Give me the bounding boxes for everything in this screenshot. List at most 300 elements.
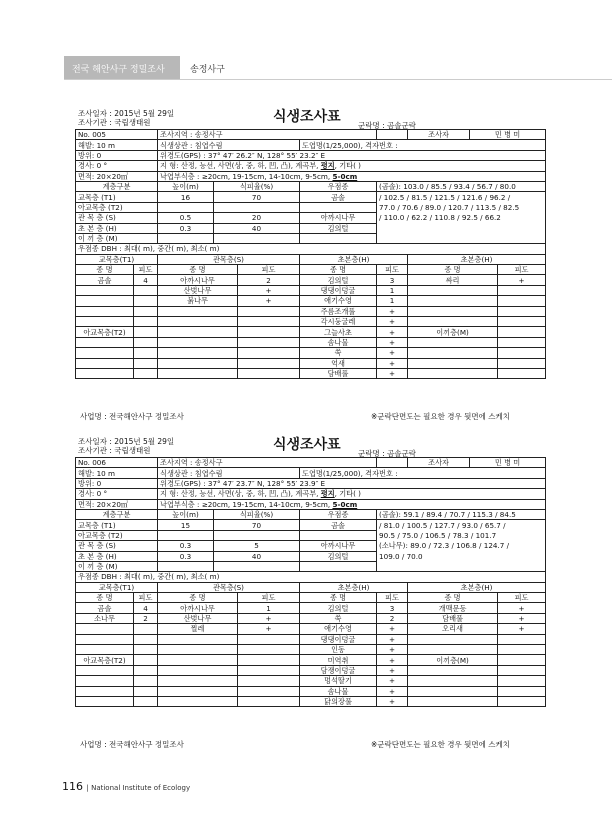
stratum-height: 0.3 xyxy=(158,541,214,551)
survey-agency: 조사기관 : 국립생태원 xyxy=(78,118,151,127)
species-cover xyxy=(238,348,300,358)
species-cover xyxy=(498,634,546,644)
column-header: 종 명 xyxy=(408,265,498,275)
species-cover: + xyxy=(377,358,408,368)
species-cover: + xyxy=(498,624,546,634)
species-cover: 2 xyxy=(377,613,408,623)
species-cover xyxy=(134,634,158,644)
stratum-height xyxy=(158,530,214,540)
strata-header: 계층구분 xyxy=(76,181,158,191)
strata-header: 우점종 xyxy=(300,181,377,191)
species-name: 멍석딸기 xyxy=(300,676,377,686)
table-row xyxy=(76,275,546,285)
strata-header: 우점종 xyxy=(300,509,377,519)
strata-header: 식피율(%) xyxy=(214,181,300,191)
dbh-notes: 77.0 / 70.6 / 89.0 / 120.7 / 113.5 / 82.5 xyxy=(377,202,546,212)
species-name: 각시둥굴레 xyxy=(300,317,377,327)
species-cover xyxy=(498,296,546,306)
column-header: 종 명 xyxy=(158,265,238,275)
species-name: 그늘사초 xyxy=(300,327,377,337)
species-cover xyxy=(498,327,546,337)
species-cover xyxy=(238,696,300,706)
species-cover xyxy=(498,358,546,368)
stratum-name: 교목층 (T1) xyxy=(76,520,158,530)
species-cover: + xyxy=(377,317,408,327)
litter-layer xyxy=(158,171,546,181)
table-row xyxy=(76,296,546,306)
dbh-notes: / 110.0 / 62.2 / 110.8 / 92.5 / 66.2 xyxy=(377,213,546,223)
species-name: 개맥문동 xyxy=(408,603,498,613)
species-name xyxy=(408,696,498,706)
stratum-dominant xyxy=(300,561,377,571)
stratum-height: 0.3 xyxy=(158,551,214,561)
species-cover: 2 xyxy=(238,275,300,285)
column-header: 종 명 xyxy=(76,265,134,275)
stratum-name: 아교목층 (T2) xyxy=(76,530,158,540)
dbh-notes: (곰솔): 59.1 / 89.4 / 70.7 / 115.3 / 84.5 xyxy=(377,509,546,519)
stratum-dominant: 아까시나무 xyxy=(300,541,377,551)
species-name: 아교목층(T2) xyxy=(76,655,134,665)
dbh-notes xyxy=(377,223,546,233)
species-name xyxy=(76,296,134,306)
species-cover xyxy=(498,348,546,358)
stratum-height: 0.5 xyxy=(158,213,214,223)
column-header: 피도 xyxy=(134,265,158,275)
stratum-name: 관 목 층 (S) xyxy=(76,213,158,223)
stratum-height xyxy=(158,202,214,212)
species-header-row xyxy=(76,265,546,275)
table-row xyxy=(76,696,546,706)
terrain-text: , 기타( ) xyxy=(334,489,361,499)
species-cover xyxy=(134,358,158,368)
species-name xyxy=(158,368,238,378)
species-cover: + xyxy=(377,368,408,378)
survey-agency: 조사기관 : 국립생태원 xyxy=(78,446,151,455)
litter-selected: 5-0cm xyxy=(332,171,358,181)
plot-number: No. 005 xyxy=(76,130,158,140)
stratum-name: 이 끼 층 (M) xyxy=(76,233,158,243)
species-name xyxy=(158,634,238,644)
table-row xyxy=(76,645,546,655)
species-cover: + xyxy=(377,337,408,347)
species-cover: + xyxy=(377,676,408,686)
header-rule xyxy=(64,79,612,80)
species-name xyxy=(408,306,498,316)
species-name xyxy=(158,655,238,665)
species-cover xyxy=(498,655,546,665)
species-cover: + xyxy=(377,624,408,634)
species-name: 아까시나무 xyxy=(158,275,238,285)
column-header: 종 명 xyxy=(300,265,377,275)
species-cover: 4 xyxy=(134,603,158,613)
species-cover xyxy=(134,686,158,696)
layer-header: 초본층(H) xyxy=(300,582,408,592)
stratum-cover xyxy=(214,561,300,571)
stratum-height: 0.3 xyxy=(158,223,214,233)
species-cover xyxy=(498,285,546,295)
species-name xyxy=(76,306,134,316)
species-name xyxy=(76,696,134,706)
species-cover: 3 xyxy=(377,275,408,285)
column-header: 종 명 xyxy=(300,593,377,603)
surveyor-label: 조사자 xyxy=(408,130,470,140)
table-row xyxy=(76,665,546,675)
species-cover xyxy=(134,676,158,686)
section-subtitle: 송정사구 xyxy=(190,65,225,75)
species-name: 주름조개풀 xyxy=(300,306,377,316)
species-cover: + xyxy=(238,285,300,295)
table-cell xyxy=(377,458,408,468)
table-row xyxy=(76,686,546,696)
species-cover: 2 xyxy=(134,613,158,623)
section-tag xyxy=(64,56,180,80)
terrain-selected: 평지 xyxy=(320,161,335,171)
species-name: 담배풀 xyxy=(300,368,377,378)
species-name xyxy=(76,317,134,327)
species-name: 곰솔 xyxy=(76,603,134,613)
map-sheet: 도엽명(1/25,000), 격자번호 : xyxy=(300,468,546,478)
species-cover xyxy=(238,327,300,337)
stratum-name: 아교목층 (T2) xyxy=(76,202,158,212)
species-name: 인동 xyxy=(300,645,377,655)
surveyor-name: 민 병 미 xyxy=(470,130,546,140)
stratum-cover xyxy=(214,530,300,540)
species-name xyxy=(158,665,238,675)
species-cover: + xyxy=(377,645,408,655)
column-header: 피도 xyxy=(498,265,546,275)
column-header: 종 명 xyxy=(158,593,238,603)
stratum-height xyxy=(158,561,214,571)
species-cover xyxy=(134,348,158,358)
species-cover xyxy=(498,368,546,378)
species-cover xyxy=(238,676,300,686)
species-name: 쑥 xyxy=(300,613,377,623)
layer-header: 초본층(H) xyxy=(408,254,546,264)
stratum-dominant xyxy=(300,530,377,540)
species-name xyxy=(408,348,498,358)
species-name: 쑥 xyxy=(300,348,377,358)
stratum-dominant: 곰솔 xyxy=(300,520,377,530)
dominant-dbh: 우점종 DBH : 최대( m), 중간( m), 최소( m) xyxy=(76,244,546,254)
species-name xyxy=(76,634,134,644)
column-header: 피도 xyxy=(238,265,300,275)
species-name: 산벚나무 xyxy=(158,285,238,295)
species-cover: + xyxy=(377,327,408,337)
species-cover xyxy=(498,317,546,327)
species-cover xyxy=(134,665,158,675)
table-row xyxy=(76,676,546,686)
dbh-notes: / 81.0 / 100.5 / 127.7 / 93.0 / 65.7 / xyxy=(377,520,546,530)
stratum-dominant xyxy=(300,233,377,243)
species-name xyxy=(76,676,134,686)
surveyor-label: 조사자 xyxy=(408,458,470,468)
survey-table xyxy=(75,457,546,707)
column-header: 종 명 xyxy=(76,593,134,603)
species-cover: 1 xyxy=(377,285,408,295)
species-header-row xyxy=(76,593,546,603)
stratum-cover xyxy=(214,233,300,243)
stratum-height: 16 xyxy=(158,192,214,202)
stratum-name: 초 본 층 (H) xyxy=(76,551,158,561)
section-tag-label: 전국 해안사구 정밀조사 xyxy=(72,65,165,75)
litter-text: 낙엽부식층 : ≥20cm, 19-15cm, 14-10cm, 9-5cm, xyxy=(160,171,333,181)
species-cover xyxy=(134,696,158,706)
species-cover xyxy=(134,368,158,378)
species-name: 담쟁이덩굴 xyxy=(300,665,377,675)
aspect: 방위: 0 xyxy=(76,150,158,160)
elevation: 해발: 10 m xyxy=(76,140,158,150)
species-name xyxy=(408,358,498,368)
species-name xyxy=(408,296,498,306)
species-name xyxy=(158,327,238,337)
species-name: 아교목층(T2) xyxy=(76,327,134,337)
page-number: 116 xyxy=(62,780,83,793)
species-cover: + xyxy=(238,296,300,306)
species-name xyxy=(408,317,498,327)
litter-text: 낙엽부식층 : ≥20cm, 19-15cm, 14-10cm, 9-5cm, xyxy=(160,499,333,509)
species-name xyxy=(408,634,498,644)
sketch-note: ※군락단면도는 필요한 경우 뒷면에 스케치 xyxy=(371,740,510,749)
stratum-cover: 40 xyxy=(214,551,300,561)
layer-header: 초본층(H) xyxy=(408,582,546,592)
litter-selected: 5-0cm xyxy=(332,499,358,509)
species-name xyxy=(76,358,134,368)
page-header xyxy=(0,0,612,80)
table-row xyxy=(76,327,546,337)
table-row xyxy=(76,624,546,634)
terrain xyxy=(158,161,546,171)
community-name: 군락명 : 곰솔군락 xyxy=(358,449,417,458)
species-cover xyxy=(134,285,158,295)
stratum-height xyxy=(158,233,214,243)
species-cover: + xyxy=(498,603,546,613)
species-name: 담배풀 xyxy=(408,613,498,623)
species-name: 댕댕이덩굴 xyxy=(300,285,377,295)
dbh-notes xyxy=(377,233,546,243)
species-name: 찔레 xyxy=(158,624,238,634)
species-cover: + xyxy=(377,634,408,644)
dbh-notes: (곰솔): 103.0 / 85.5 / 93.4 / 56.7 / 80.0 xyxy=(377,181,546,191)
species-name xyxy=(158,645,238,655)
table-cell xyxy=(377,130,408,140)
species-cover xyxy=(498,665,546,675)
species-name xyxy=(408,665,498,675)
species-name xyxy=(158,317,238,327)
dbh-notes: 109.0 / 70.0 xyxy=(377,551,546,561)
species-name: 이끼층(M) xyxy=(408,655,498,665)
species-name: 김의털 xyxy=(300,275,377,285)
species-cover: 1 xyxy=(377,296,408,306)
layer-header: 초본층(H) xyxy=(300,254,408,264)
table-row xyxy=(76,348,546,358)
species-name xyxy=(76,624,134,634)
species-cover: + xyxy=(377,306,408,316)
dbh-notes: / 102.5 / 81.5 / 121.5 / 121.6 / 96.2 / xyxy=(377,192,546,202)
species-name xyxy=(76,686,134,696)
publisher-label: National Institute of Ecology xyxy=(91,784,191,792)
stratum-cover: 5 xyxy=(214,541,300,551)
species-name xyxy=(158,358,238,368)
species-name: 붉나무 xyxy=(158,296,238,306)
stratum-name: 이 끼 층 (M) xyxy=(76,561,158,571)
species-name: 미역취 xyxy=(300,655,377,665)
survey-date: 조사일자 : 2015년 5월 29일 xyxy=(78,437,175,446)
species-cover xyxy=(134,306,158,316)
table-row xyxy=(76,368,546,378)
stratum-dominant: 김의털 xyxy=(300,551,377,561)
species-cover xyxy=(134,655,158,665)
species-name xyxy=(76,285,134,295)
species-cover xyxy=(238,645,300,655)
slope: 경사: 0 ° xyxy=(76,489,158,499)
dbh-notes: 90.5 / 75.0 / 106.5 / 78.3 / 101.7 xyxy=(377,530,546,540)
species-name: 솜나물 xyxy=(300,337,377,347)
species-cover xyxy=(238,655,300,665)
species-name: 닭의장풀 xyxy=(300,696,377,706)
species-name xyxy=(408,285,498,295)
species-cover: + xyxy=(377,696,408,706)
tag-divider xyxy=(180,56,186,80)
table-row xyxy=(76,603,546,613)
business-name: 사업명 : 전국해안사구 정밀조사 xyxy=(80,740,184,749)
species-cover: 4 xyxy=(134,275,158,285)
column-header: 종 명 xyxy=(408,593,498,603)
species-name xyxy=(76,337,134,347)
species-cover xyxy=(498,337,546,347)
species-name: 억새 xyxy=(300,358,377,368)
species-name: 아까시나무 xyxy=(158,603,238,613)
species-cover xyxy=(238,358,300,368)
sketch-note: ※군락단면도는 필요한 경우 뒷면에 스케치 xyxy=(371,412,510,421)
survey-region: 조사지역 : 송정사구 xyxy=(158,130,377,140)
species-cover: + xyxy=(377,655,408,665)
table-row xyxy=(76,613,546,623)
plot-area: 면적: 20×20㎡ xyxy=(76,499,158,509)
species-name: 이끼층(M) xyxy=(408,327,498,337)
column-header: 피도 xyxy=(238,593,300,603)
vegetation-type: 식생상관 : 침엽수림 xyxy=(158,140,300,150)
litter-layer xyxy=(158,499,546,509)
community-name: 군락명 : 곰솔군락 xyxy=(358,121,417,130)
layer-header: 관목층(S) xyxy=(158,254,300,264)
strata-header: 높이(m) xyxy=(158,181,214,191)
species-cover xyxy=(238,337,300,347)
survey-table xyxy=(75,129,546,379)
species-name xyxy=(408,368,498,378)
strata-header: 높이(m) xyxy=(158,509,214,519)
stratum-name: 초 본 층 (H) xyxy=(76,223,158,233)
species-cover: 3 xyxy=(377,603,408,613)
species-cover: + xyxy=(377,686,408,696)
species-cover xyxy=(134,624,158,634)
species-name xyxy=(158,686,238,696)
species-cover: + xyxy=(498,613,546,623)
survey-date: 조사일자 : 2015년 5월 29일 xyxy=(78,109,175,118)
species-name xyxy=(408,645,498,655)
table-row xyxy=(76,655,546,665)
column-header: 피도 xyxy=(377,593,408,603)
page-footer: 116 | National Institute of Ecology xyxy=(62,780,191,793)
aspect: 방위: 0 xyxy=(76,478,158,488)
dbh-notes: (소나무): 89.0 / 72.3 / 106.8 / 124.7 / xyxy=(377,541,546,551)
species-cover: + xyxy=(498,275,546,285)
strata-header: 식피율(%) xyxy=(214,509,300,519)
gps-coordinates: 위경도(GPS) : 37° 47′ 23.7″ N, 128° 55′ 23.9″ E xyxy=(158,478,546,488)
terrain xyxy=(158,489,546,499)
species-cover xyxy=(134,317,158,327)
species-cover xyxy=(134,327,158,337)
column-header: 피도 xyxy=(498,593,546,603)
table-row xyxy=(76,337,546,347)
stratum-cover: 70 xyxy=(214,520,300,530)
species-cover xyxy=(134,296,158,306)
table-row xyxy=(76,358,546,368)
species-cover xyxy=(498,306,546,316)
species-cover xyxy=(238,634,300,644)
species-name: 댕댕이덩굴 xyxy=(300,634,377,644)
layer-header: 교목층(T1) xyxy=(76,254,158,264)
stratum-height: 15 xyxy=(158,520,214,530)
species-name xyxy=(408,686,498,696)
species-name xyxy=(76,348,134,358)
stratum-cover: 40 xyxy=(214,223,300,233)
column-header: 피도 xyxy=(377,265,408,275)
species-name xyxy=(158,337,238,347)
species-name xyxy=(76,665,134,675)
sheet-title: 식생조사표 xyxy=(273,437,341,453)
species-name: 산벚나무 xyxy=(158,613,238,623)
dbh-notes xyxy=(377,561,546,571)
table-row xyxy=(76,634,546,644)
species-cover: 1 xyxy=(238,603,300,613)
stratum-cover: 20 xyxy=(214,213,300,223)
species-name: 김의털 xyxy=(300,603,377,613)
surveyor-name: 민 병 미 xyxy=(470,458,546,468)
stratum-dominant: 아까시나무 xyxy=(300,213,377,223)
species-name xyxy=(408,337,498,347)
species-cover xyxy=(238,368,300,378)
stratum-dominant xyxy=(300,202,377,212)
stratum-dominant: 곰솔 xyxy=(300,192,377,202)
species-cover xyxy=(238,665,300,675)
table-row xyxy=(76,317,546,327)
business-name: 사업명 : 전국해안사구 정밀조사 xyxy=(80,412,184,421)
species-cover xyxy=(498,676,546,686)
species-name xyxy=(158,696,238,706)
species-name: 곰솔 xyxy=(76,275,134,285)
species-cover: + xyxy=(238,613,300,623)
species-cover xyxy=(498,645,546,655)
gps-coordinates: 위경도(GPS) : 37° 47′ 26.2″ N, 128° 55′ 23.2″ E xyxy=(158,150,546,160)
species-name xyxy=(158,306,238,316)
species-cover xyxy=(238,317,300,327)
species-cover: + xyxy=(377,665,408,675)
species-cover xyxy=(134,337,158,347)
species-name: 솜나물 xyxy=(300,686,377,696)
column-header: 피도 xyxy=(134,593,158,603)
plot-area: 면적: 20×20㎡ xyxy=(76,171,158,181)
stratum-dominant: 김의털 xyxy=(300,223,377,233)
species-name xyxy=(76,368,134,378)
layer-header: 교목층(T1) xyxy=(76,582,158,592)
species-cover xyxy=(134,645,158,655)
slope: 경사: 0 ° xyxy=(76,161,158,171)
table-row xyxy=(76,306,546,316)
species-cover: + xyxy=(238,624,300,634)
layer-header: 관목층(S) xyxy=(158,582,300,592)
species-name: 애기수영 xyxy=(300,296,377,306)
species-name xyxy=(158,348,238,358)
